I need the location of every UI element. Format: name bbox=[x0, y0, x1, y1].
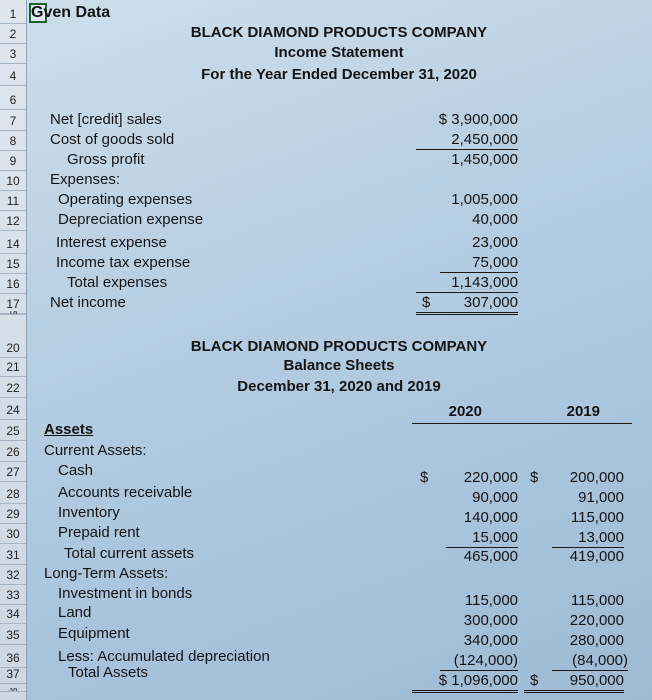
gross-profit-label: Gross profit bbox=[67, 151, 145, 168]
ar-label: Accounts receivable bbox=[58, 484, 193, 501]
current-assets-heading: Current Assets: bbox=[44, 442, 147, 459]
total-assets-label: Total Assets bbox=[68, 664, 149, 681]
row-number[interactable]: 15 bbox=[0, 254, 26, 274]
net-income-value: 307,000 bbox=[463, 294, 518, 311]
cash-2020: 220,000 bbox=[463, 469, 518, 486]
row-number[interactable]: 24 bbox=[0, 400, 26, 420]
ar-2019: 91,000 bbox=[578, 489, 624, 506]
row-number[interactable]: 33 bbox=[0, 585, 26, 605]
row-number[interactable] bbox=[0, 688, 26, 692]
investment-bonds-label: Investment in bonds bbox=[58, 585, 193, 602]
total-expenses-value: 1,143,000 bbox=[416, 274, 518, 293]
accumulated-depreciation-2020: (124,000) bbox=[440, 652, 518, 671]
net-sales-label: Net [credit] sales bbox=[50, 111, 162, 128]
row-number[interactable]: 29 bbox=[0, 504, 26, 524]
investment-bonds-2020: 115,000 bbox=[464, 592, 518, 609]
row-number[interactable]: 35 bbox=[0, 625, 26, 645]
row-number[interactable]: 10 bbox=[0, 171, 26, 191]
prepaid-rent-2020: 15,000 bbox=[446, 529, 518, 548]
total-assets-2020: $ 1,096,000 bbox=[412, 672, 518, 693]
bs-period: December 31, 2020 and 2019 bbox=[237, 378, 441, 395]
row-number[interactable]: 11 bbox=[0, 191, 26, 211]
row-number[interactable]: 21 bbox=[0, 357, 26, 377]
cash-2019: 200,000 bbox=[569, 469, 624, 486]
total-current-assets-2020: 465,000 bbox=[463, 548, 518, 565]
depreciation-expense-label: Depreciation expense bbox=[58, 211, 204, 228]
net-income-total bbox=[416, 294, 518, 315]
depreciation-expense-value: 40,000 bbox=[472, 211, 518, 228]
gross-profit-value: 1,450,000 bbox=[451, 151, 518, 168]
net-sales-value: $ 3,900,000 bbox=[438, 111, 518, 128]
total-current-assets-2019: 419,000 bbox=[569, 548, 624, 565]
prepaid-rent-2019: 13,000 bbox=[552, 529, 624, 548]
total-assets-2019-cell bbox=[524, 672, 624, 693]
bs-company-name: BLACK DIAMOND PRODUCTS COMPANY bbox=[190, 338, 488, 355]
accumulated-depreciation-2019: (84,000) bbox=[552, 652, 628, 671]
cash-dollar-2019: $ bbox=[530, 469, 539, 486]
equipment-2020: 340,000 bbox=[463, 632, 518, 649]
land-label: Land bbox=[58, 604, 92, 621]
row-number[interactable]: 27 bbox=[0, 462, 26, 482]
accumulated-depreciation-label: Less: Accumulated depreciation bbox=[58, 648, 270, 665]
land-2019: 220,000 bbox=[569, 612, 624, 629]
total-assets-dollar-2019: $ bbox=[530, 672, 539, 689]
investment-bonds-2019: 115,000 bbox=[570, 592, 624, 609]
cash-dollar-2020: $ bbox=[420, 469, 429, 486]
inventory-label: Inventory bbox=[58, 504, 120, 521]
total-current-assets-label: Total current assets bbox=[64, 545, 195, 562]
row-number[interactable]: 28 bbox=[0, 484, 26, 504]
row-number[interactable]: 31 bbox=[0, 545, 26, 565]
row-number[interactable]: 25 bbox=[0, 421, 26, 441]
col-header-2019: 2019 bbox=[566, 403, 600, 420]
row-number[interactable]: 36 bbox=[0, 648, 26, 668]
cell-a1[interactable]: Gven Data bbox=[31, 4, 111, 21]
long-term-assets-heading: Long-Term Assets: bbox=[44, 565, 169, 582]
net-income-label: Net income bbox=[50, 294, 126, 311]
net-income-dollar: $ bbox=[422, 294, 431, 311]
equipment-label: Equipment bbox=[58, 625, 130, 642]
row-number[interactable]: 26 bbox=[0, 442, 26, 462]
equipment-2019: 280,000 bbox=[569, 632, 624, 649]
is-period: For the Year Ended December 31, 2020 bbox=[201, 66, 477, 83]
row-number[interactable]: 17 bbox=[0, 294, 26, 314]
bs-title: Balance Sheets bbox=[283, 357, 395, 374]
cogs-value: 2,450,000 bbox=[416, 131, 518, 150]
row-number[interactable]: 12 bbox=[0, 211, 26, 231]
row-number[interactable]: 4 bbox=[0, 66, 26, 86]
row-number[interactable]: 3 bbox=[0, 44, 26, 64]
interest-expense-label: Interest expense bbox=[56, 234, 167, 251]
row-number[interactable]: 30 bbox=[0, 524, 26, 544]
cash-label: Cash bbox=[58, 462, 94, 479]
row-number[interactable] bbox=[0, 311, 26, 315]
row-number[interactable]: 9 bbox=[0, 151, 26, 171]
inventory-2020: 140,000 bbox=[463, 509, 518, 526]
row-header-column bbox=[0, 0, 27, 700]
is-company-name: BLACK DIAMOND PRODUCTS COMPANY bbox=[190, 24, 488, 41]
cogs-label: Cost of goods sold bbox=[50, 131, 175, 148]
land-2020: 300,000 bbox=[463, 612, 518, 629]
prepaid-rent-label: Prepaid rent bbox=[58, 524, 140, 541]
operating-expenses-value: 1,005,000 bbox=[451, 191, 518, 208]
is-title: Income Statement bbox=[274, 44, 404, 61]
income-tax-expense-value: 75,000 bbox=[440, 254, 518, 273]
row-number[interactable]: 14 bbox=[0, 234, 26, 254]
row-number[interactable]: 20 bbox=[0, 338, 26, 358]
operating-expenses-label: Operating expenses bbox=[58, 191, 193, 208]
interest-expense-value: 23,000 bbox=[472, 234, 518, 251]
row-number[interactable]: 22 bbox=[0, 378, 26, 398]
total-assets-2019: 950,000 bbox=[569, 672, 624, 689]
row-number[interactable]: 32 bbox=[0, 565, 26, 585]
row-number[interactable]: 2 bbox=[0, 24, 26, 44]
inventory-2019: 115,000 bbox=[570, 509, 624, 526]
assets-heading: Assets bbox=[44, 421, 94, 438]
total-expenses-label: Total expenses bbox=[67, 274, 168, 291]
row-number[interactable]: 1 bbox=[0, 4, 26, 24]
row-number[interactable]: 34 bbox=[0, 604, 26, 624]
row-number[interactable]: 6 bbox=[0, 90, 26, 110]
col-header-2020: 2020 bbox=[448, 403, 482, 420]
row-number[interactable]: 7 bbox=[0, 111, 26, 131]
income-tax-expense-label: Income tax expense bbox=[56, 254, 191, 271]
expenses-label: Expenses: bbox=[50, 171, 121, 188]
row-number[interactable]: 37 bbox=[0, 664, 26, 684]
row-number[interactable]: 8 bbox=[0, 131, 26, 151]
row-number[interactable]: 16 bbox=[0, 274, 26, 294]
col-header-underline bbox=[412, 423, 632, 424]
ar-2020: 90,000 bbox=[472, 489, 518, 506]
